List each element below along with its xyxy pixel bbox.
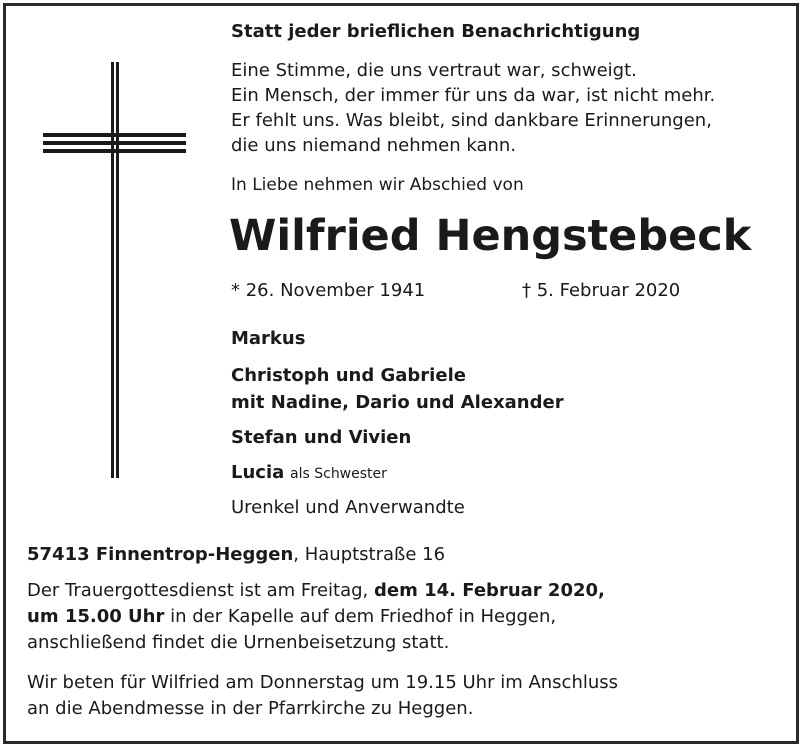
service-line bbox=[27, 578, 605, 603]
mourner: mit Nadine, Dario und Alexander bbox=[231, 392, 564, 413]
header-text: Statt jeder brieflichen Benachrichtigung bbox=[231, 21, 641, 42]
poem-line: Eine Stimme, die uns vertraut war, schweigt. bbox=[231, 60, 637, 81]
mourner: Christoph und Gabriele bbox=[231, 365, 466, 386]
address-place: 57413 Finnentrop-Heggen bbox=[27, 544, 294, 565]
address-street: , Hauptstraße 16 bbox=[293, 544, 446, 565]
poem-line: Er fehlt uns. Was bleibt, sind dankbare Erinnerungen, bbox=[231, 110, 712, 131]
deceased-name: Wilfried Hengstebeck bbox=[229, 211, 752, 261]
prayer-line: Wir beten für Wilfried am Donnerstag um 19.15 Uhr im Anschluss bbox=[27, 672, 619, 693]
mourner-role: als Schwester bbox=[290, 466, 387, 482]
service-text: in der Kapelle auf dem Friedhof in Heggen, bbox=[164, 606, 557, 627]
prayer-line: an die Abendmesse in der Pfarrkirche zu Heggen. bbox=[27, 698, 474, 719]
service-line bbox=[27, 604, 556, 629]
mourner: Stefan und Vivien bbox=[231, 427, 412, 448]
mourner-name: Lucia bbox=[231, 462, 285, 483]
service-line: anschließend findet die Urnenbeisetzung statt. bbox=[27, 632, 450, 653]
death-date: † 5. Februar 2020 bbox=[522, 280, 681, 301]
address-line bbox=[27, 542, 445, 567]
poem-line: die uns niemand nehmen kann. bbox=[231, 135, 517, 156]
birth-date: * 26. November 1941 bbox=[231, 280, 426, 301]
service-text: Der Trauergottesdienst ist am Freitag, bbox=[27, 580, 375, 601]
poem-line: Ein Mensch, der immer für uns da war, ist nicht mehr. bbox=[231, 85, 716, 106]
intro-text: In Liebe nehmen wir Abschied von bbox=[231, 175, 524, 195]
mourner: Urenkel und Anverwandte bbox=[231, 497, 465, 518]
service-time: um 15.00 Uhr bbox=[27, 606, 165, 627]
mourner: Markus bbox=[231, 328, 306, 349]
mourner-lucia bbox=[231, 460, 387, 487]
service-date: dem 14. Februar 2020, bbox=[374, 580, 605, 601]
